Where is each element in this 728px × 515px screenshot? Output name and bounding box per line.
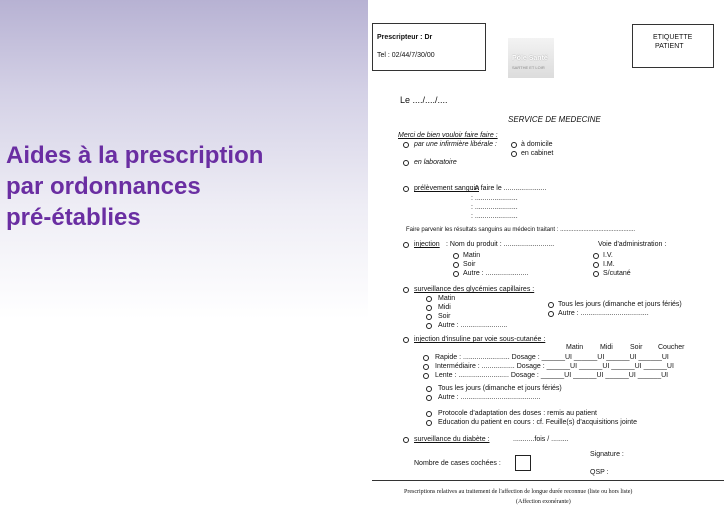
checkbox-route-subcutaneous[interactable] [593, 271, 599, 277]
checkbox-route-iv[interactable] [593, 253, 599, 259]
glycemia-evening: Soir [438, 313, 451, 320]
checkbox-glycemia-other[interactable] [426, 323, 432, 329]
glycemia-other-days: Autre : ................................... [558, 310, 649, 317]
nurse-label: par une infirmière libérale : [414, 141, 497, 148]
insulin-other: Autre : ......................................... [438, 394, 541, 401]
blood-sample-label: prélèvement sanguin [414, 185, 479, 192]
insulin-label: injection d'insuline par voie sous-cutanée : [414, 336, 546, 343]
footer-line-2: (Affection exonérante) [516, 499, 571, 505]
checkbox-blood-sample[interactable] [403, 186, 409, 192]
diabetes-frequency: ...........fois / ......... [513, 436, 569, 443]
signature-label: Signature : [590, 451, 624, 458]
footer-line-1: Prescriptions relatives au traitement de l'affection de longue durée reconnue (liste ou hors liste) [404, 489, 633, 495]
route-subcutaneous: S/cutané [603, 270, 631, 277]
glycemia-morning: Matin [438, 295, 456, 302]
injection-label: injection [414, 241, 440, 248]
glycemia-other-time: Autre : ........................ [438, 322, 508, 329]
blood-sample-line-2: : ...................... [471, 204, 518, 211]
checkbox-insulin[interactable] [403, 337, 409, 343]
checkbox-glycemia[interactable] [403, 287, 409, 293]
lab-label: en laboratoire [414, 159, 457, 166]
prescription-form [368, 0, 728, 515]
checkbox-route-im[interactable] [593, 262, 599, 268]
checkbox-glycemia-evening[interactable] [426, 314, 432, 320]
checkbox-glycemia-morning[interactable] [426, 296, 432, 302]
prescriber-phone: Tel : 02/44/7/30/00 [377, 52, 435, 59]
blood-sample-line-1: : ...................... [471, 195, 518, 202]
insulin-col-morning: Matin [566, 344, 584, 351]
patient-label-box [632, 24, 714, 68]
service-title: SERVICE DE MEDECINE [508, 115, 601, 124]
checkbox-home[interactable] [511, 142, 517, 148]
prescriber-box [372, 23, 486, 71]
prescriber-label: Prescripteur : Dr [377, 34, 433, 41]
checkbox-office[interactable] [511, 151, 517, 157]
injection-time-evening: Soir [463, 261, 476, 268]
insulin-row-rapid: Rapide : ........................ Dosage : ______UI ______UI ______UI ______UI [435, 354, 669, 361]
checkbox-insulin-every-day[interactable] [426, 386, 432, 392]
checkbox-injection-other[interactable] [453, 271, 459, 277]
insulin-col-bedtime: Coucher [658, 344, 685, 351]
slide-title-line-3: pré-établies [6, 204, 141, 231]
checkbox-diabetes[interactable] [403, 437, 409, 443]
checkbox-glycemia-every-day[interactable] [548, 302, 554, 308]
diabetes-label: surveillance du diabète : [414, 436, 490, 443]
injection-time-morning: Matin [463, 252, 481, 259]
injection-route-label: Voie d'administration : [598, 241, 667, 248]
route-im: I.M. [603, 261, 615, 268]
insulin-every-day: Tous les jours (dimanche et jours fériés) [438, 385, 562, 392]
checkbox-injection[interactable] [403, 242, 409, 248]
glycemia-label: surveillance des glycémies capillaires : [414, 286, 535, 293]
checkbox-lab[interactable] [403, 160, 409, 166]
checkbox-insulin-protocol[interactable] [426, 411, 432, 417]
injection-time-other: Autre : ...................... [463, 270, 529, 277]
blood-sample-date: : A faire le ...................... [471, 185, 547, 192]
insulin-row-slow: Lente : .......................... Dosage : ______UI ______UI ______UI ______UI [435, 372, 669, 379]
checkbox-glycemia-other-days[interactable] [548, 311, 554, 317]
patient-label-line-2: PATIENT [655, 43, 684, 50]
glycemia-noon: Midi [438, 304, 451, 311]
home-label: à domicile [521, 141, 553, 148]
patient-label-line-1: ETIQUETTE [653, 34, 693, 41]
checkbox-insulin-slow[interactable] [423, 373, 429, 379]
results-instruction: Faire parvenir les résultats sanguins au médecin traitant : ............................................. [406, 227, 636, 233]
checked-count-box[interactable] [515, 455, 531, 471]
route-iv: I.V. [603, 252, 613, 259]
checkbox-insulin-intermediate[interactable] [423, 364, 429, 370]
checkbox-injection-morning[interactable] [453, 253, 459, 259]
checkbox-glycemia-noon[interactable] [426, 305, 432, 311]
insulin-col-evening: Soir [630, 344, 643, 351]
blood-sample-line-3: : ...................... [471, 213, 518, 220]
insulin-protocol: Protocole d'adaptation des doses : remis au patient [438, 410, 597, 417]
checked-count-label: Nombre de cases cochées : [414, 460, 501, 467]
footer-divider [372, 480, 724, 481]
intro-text: Merci de bien vouloir faire faire : [398, 132, 498, 139]
insulin-row-intermediate: Intermédiaire : ................. Dosage : ______UI ______UI ______UI ______UI [435, 363, 674, 370]
hospital-logo [508, 38, 554, 78]
checkbox-insulin-rapid[interactable] [423, 355, 429, 361]
office-label: en cabinet [521, 150, 554, 157]
checkbox-insulin-other[interactable] [426, 395, 432, 401]
checkbox-insulin-education[interactable] [426, 420, 432, 426]
glycemia-every-day: Tous les jours (dimanche et jours fériés) [558, 301, 682, 308]
slide-title [6, 140, 356, 233]
insulin-col-noon: Midi [600, 344, 613, 351]
logo-sub: SARTHE ET LOIR [512, 65, 545, 70]
slide-title-line-1: Aides à la prescription [6, 142, 264, 169]
logo-name: Pôle Santé [512, 55, 548, 62]
slide-title-line-2: par ordonnances [6, 173, 201, 200]
date-line: Le ..../..../.... [400, 95, 448, 105]
checkbox-nurse[interactable] [403, 142, 409, 148]
injection-product: : Nom du produit : .......................... [446, 241, 555, 248]
qsp-label: QSP : [590, 469, 609, 476]
checkbox-injection-evening[interactable] [453, 262, 459, 268]
insulin-education: Education du patient en cours : cf. Feuille(s) d'acquisitions jointe [438, 419, 638, 426]
